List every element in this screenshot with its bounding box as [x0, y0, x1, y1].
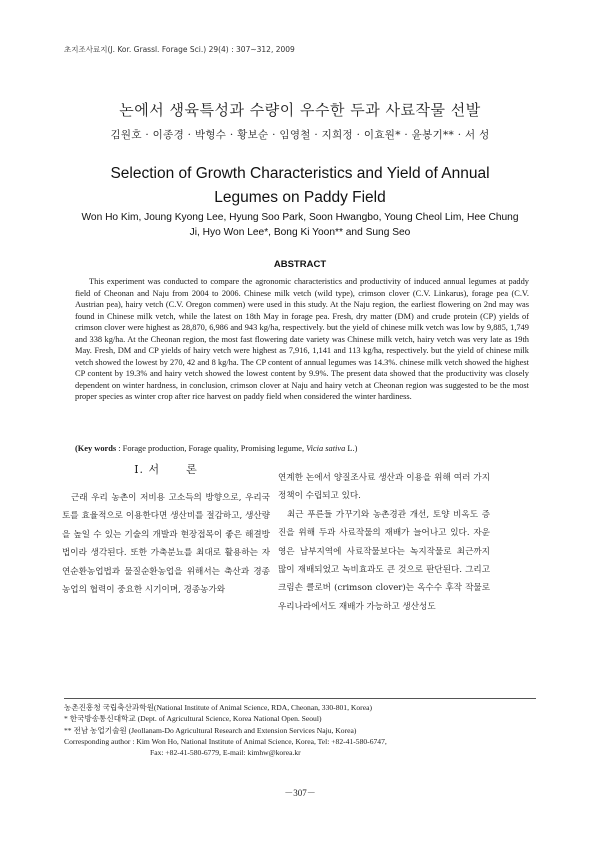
title-english-line2: Legumes on Paddy Field [214, 189, 386, 206]
intro-right-column [278, 469, 490, 616]
keywords [75, 443, 535, 454]
title-english-line1: Selection of Growth Characteristics and Yield of Annual [110, 165, 490, 182]
intro-paragraph-right-1: 연계한 논에서 양질조사료 생산과 이용을 위해 여러 가지 정책이 수립되고 있다. [278, 473, 490, 502]
title-english [80, 162, 520, 210]
footnote-affiliation-3: ** 전남 농업기술원 (Jeollanam-Do Agricultural Research and Extension Services Naju, Korea) [64, 725, 357, 735]
footnote-contact: Fax: +82-41-580-6779, E-mail: kimhw@korea.kr [150, 748, 301, 758]
authors-korean: 김원호 · 이종경 · 박형수 · 황보순 · 임영철 · 지희정 · 이효원* · 윤봉기** · 서 성 [110, 129, 490, 141]
footnote-affiliation-1: 농촌진흥청 국립축산과학원(National Institute of Animal Science, RDA, Cheonan, 330-801, Korea) [64, 703, 372, 712]
footnote-divider [64, 698, 536, 699]
intro-paragraph-left: 근래 우리 농촌이 저비용 고소득의 방향으로, 우리국토를 효율적으로 이용한다면 생산비를 절감하고, 생산량을 높일 수 있는 기술의 개발과 현장접목이 좋은 해결방법이라 생각된다. 또한 가축분뇨를 최대로 활용하는 자연순환농업법과 물질순환농업을 위해서는 축산과 경종농업의 협력이 중요한 시기이며, 경종농가와 [62, 493, 270, 596]
intro-left-column [62, 461, 270, 599]
journal-header: 초지조사료지(J. Kor. Grassl. Forage Sci.) 29(4) : 307~312, 2009 [64, 45, 295, 54]
section-number: Ⅰ. 서 [134, 463, 161, 476]
page-number: －307－ [284, 788, 316, 798]
footnote-affiliation-2: * 한국방송통신대학교 (Dept. of Agricultural Science, Korea National Open. Seoul) [64, 714, 322, 724]
section-heading-introduction [62, 461, 270, 479]
footnotes [64, 702, 544, 758]
section-word: 론 [186, 463, 198, 476]
abstract-heading: ABSTRACT [273, 259, 327, 270]
footnote-corresponding-author: Corresponding author : Kim Won Ho, National Institute of Animal Science, Korea, Tel: +82-41-580-6747, [64, 736, 387, 746]
keywords-text: : Forage production, Forage quality, Promising legume, [116, 444, 307, 453]
keywords-label: (Key words [75, 444, 117, 453]
keywords-italic: Vicia sativa [306, 444, 346, 453]
keywords-end: L.) [345, 444, 358, 453]
intro-paragraph-right-2: 최근 푸른들 가꾸기와 농촌경관 개선, 토양 비옥도 증진을 위해 두과 사료작물의 재배가 늘어나고 있다. 자운영은 남부지역에 사료작물보다는 녹지작물로 최근까지 많이 재배되었고 녹비효과도 큰 것으로 판단된다. 그리고 크림손 클로버 (crimson clover)는 옥수수 후작 작물로 우리나라에서도 재배가 가능하고 생산성도 [278, 509, 490, 612]
title-korean: 논에서 생육특성과 수량이 우수한 두과 사료작물 선발 [119, 101, 481, 119]
authors-english: Won Ho Kim, Joung Kyong Lee, Hyung Soo Park, Soon Hwangbo, Young Cheol Lim, Hee Chung Ji, Hyo Won Lee*, Bong Ki Yoon** and Sung Seo [81, 212, 519, 238]
abstract-body: This experiment was conducted to compare the agronomic characteristics and productivity of induced annual legumes at paddy field of Cheonan and Naju from 2004 to 2006. Chinese milk vetch (wild type), crimson clover (C.V. Linkarus), forage pea (C.V. Austrian pea), hairy vetch (C.V. Oregon commen) were used in this study. At the Naju region, the earliest flowering on 2nd may was found in Chinese milk vetch, while the latest on 18th May in forage pea. Fresh, dry matter (DM) and crude protein (CP) yields of crimson clover were highest as 28,870, 6,986 and 943 kg/ha, respectively. but the yield of chinese milk vetch was low by 9,885, 1,749 and 338 kg/ha. At the Cheonan region, the most fast flowering date variety was Chinese milk vetch, hairy vetch was very late as 19th May. Fresh, DM and CP yields of hairy vetch were highest as 7,916, 1,141 and 113 kg/ha, respectively. but the yield of chinese milk vetch showed the lowest by 270, 42 and 8 kg/ha. The CP content of annual legumes was 14.3%. chinese milk vetch showed the highest CP content by 19.3% and hairy vetch showed the lowest content by 9.9%. The present data showed that the productivity was closely dependent on winter hardness, in conclusion, crimson clover at Naju and hairy vetch at Cheonan region was suggested to be the most proper species as winter crop after rice harvest on paddy field when considered the winter hardiness. [75, 277, 529, 402]
